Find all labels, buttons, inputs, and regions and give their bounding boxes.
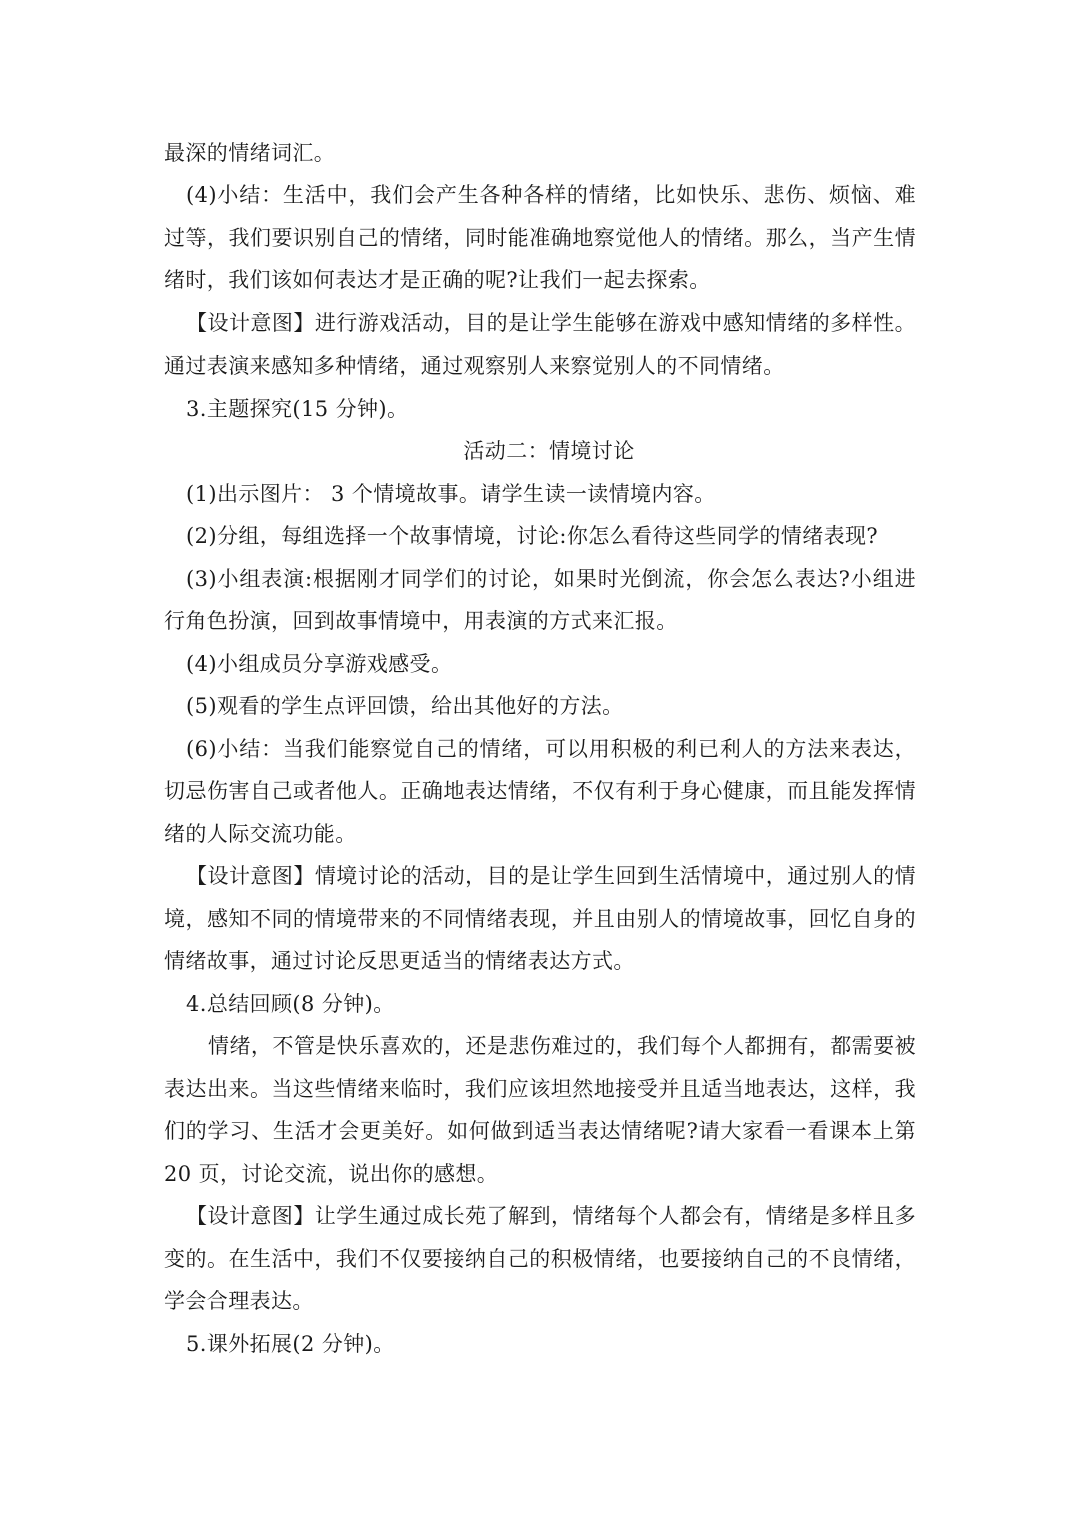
text-line-wrap — [164, 1074, 916, 1104]
text-line: 【设计意图】让学生通过成长苑了解到，情绪每个人都会有，情绪是多样且多 — [186, 1204, 916, 1228]
text-line: 过等，我们要识别自己的情绪，同时能准确地察觉他人的情绪。那么，当产生情 — [164, 226, 916, 250]
text-line: 通过表演来感知多种情绪，通过观察别人来察觉别人的不同情绪。 — [164, 354, 785, 378]
section-heading-4: 4.总结回顾(8 分钟)。 — [186, 992, 395, 1016]
text-line-wrap — [164, 223, 916, 253]
text-line: (3)小组表演:根据刚才同学们的讨论，如果时光倒流，你会怎么表达?小组进 — [186, 567, 916, 591]
text-line: 20 页，讨论交流，说出你的感想。 — [164, 1162, 499, 1186]
design-intent-1 — [186, 308, 916, 338]
design-intent-3 — [186, 1201, 916, 1231]
text-line: 变的。在生活中，我们不仅要接纳自己的积极情绪，也要接纳自己的不良情绪， — [164, 1247, 916, 1271]
paragraph-summary-6 — [186, 734, 916, 764]
text-line: (5)观看的学生点评回馈，给出其他好的方法。 — [186, 694, 624, 718]
text-line-wrap — [164, 1244, 916, 1274]
text-line: 【设计意图】情境讨论的活动，目的是让学生回到生活情境中，通过别人的情 — [186, 864, 916, 888]
text-line: (1)出示图片： 3 个情境故事。请学生读一读情境内容。 — [186, 482, 716, 506]
text-line: 境，感知不同的情境带来的不同情绪表现，并且由别人的情境故事，回忆自身的 — [164, 907, 916, 931]
text-line: (2)分组，每组选择一个故事情境，讨论:你怎么看待这些同学的情绪表现? — [186, 524, 879, 548]
text-line: 表达出来。当这些情绪来临时，我们应该坦然地接受并且适当地表达，这样，我 — [164, 1077, 916, 1101]
text-line: 绪的人际交流功能。 — [164, 822, 357, 846]
text-line: (4)小结：生活中，我们会产生各种各样的情绪，比如快乐、悲伤、烦恼、难 — [186, 183, 916, 207]
text-line: 绪时，我们该如何表达才是正确的呢?让我们一起去探索。 — [164, 268, 711, 292]
text-line-wrap — [164, 776, 916, 806]
text-line: 切忌伤害自己或者他人。正确地表达情绪，不仅有利于身心健康，而且能发挥情 — [164, 779, 916, 803]
text-line-wrap — [164, 904, 916, 934]
section-heading-3: 3.主题探究(15 分钟)。 — [186, 397, 409, 421]
text-line: (6)小结：当我们能察觉自己的情绪，可以用积极的利已利人的方法来表达， — [186, 737, 916, 761]
text-line-wrap — [164, 1116, 916, 1146]
text-line: 情绪故事，通过讨论反思更适当的情绪表达方式。 — [164, 949, 635, 973]
text-line: 们的学习、生活才会更美好。如何做到适当表达情绪呢?请大家看一看课本上第 — [164, 1119, 916, 1143]
text-line: 【设计意图】进行游戏活动，目的是让学生能够在游戏中感知情绪的多样性。 — [186, 311, 916, 335]
text-line: 行角色扮演，回到故事情境中，用表演的方式来汇报。 — [164, 609, 678, 633]
paragraph-summary-4 — [186, 180, 916, 210]
text-line: (4)小组成员分享游戏感受。 — [186, 652, 453, 676]
design-intent-2 — [186, 861, 916, 891]
text-line: 最深的情绪词汇。 — [164, 141, 336, 165]
paragraph-review — [208, 1031, 916, 1061]
section-heading-5: 5.课外拓展(2 分钟)。 — [186, 1332, 395, 1356]
activity-title: 活动二：情境讨论 — [463, 439, 635, 463]
text-line: 情绪，不管是快乐喜欢的，还是悲伤难过的，我们每个人都拥有，都需要被 — [208, 1034, 916, 1058]
paragraph-item-3 — [186, 564, 916, 594]
text-line: 学会合理表达。 — [164, 1289, 314, 1313]
